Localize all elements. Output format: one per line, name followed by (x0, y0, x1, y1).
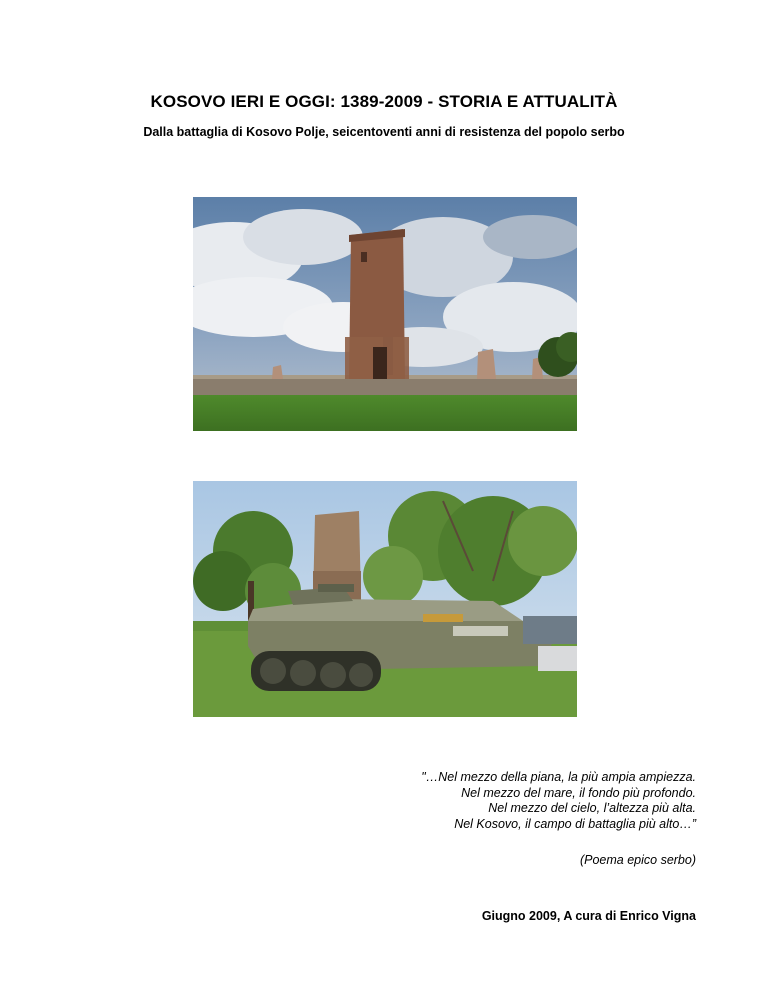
armored-vehicle-monument-photo (193, 481, 577, 717)
document-title: KOSOVO IERI E OGGI: 1389-2009 - STORIA E ATTUALITÀ (150, 92, 618, 111)
poem-source: (Poema epico serbo) (579, 853, 696, 867)
poem-line: Nel Kosovo, il campo di battaglia più alto…” (454, 816, 696, 831)
poem-line: Nel mezzo del cielo, l’altezza più alta. (488, 801, 696, 815)
credit-line: Giugno 2009, A cura di Enrico Vigna (481, 909, 696, 923)
poem-line: Nel mezzo del mare, il fondo più profondo. (461, 785, 696, 800)
document-subtitle: Dalla battaglia di Kosovo Polje, seicentoventi anni di resistenza del popolo serbo (143, 125, 625, 139)
gazimestan-monument-photo (193, 197, 577, 431)
poem-line: "…Nel mezzo della piana, la più ampia ampiezza. (421, 770, 696, 784)
poem-quote (421, 770, 696, 832)
